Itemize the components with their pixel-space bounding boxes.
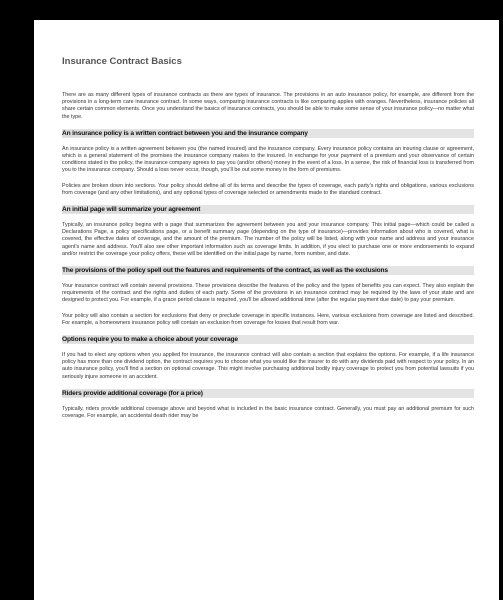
document-body	[62, 56, 474, 428]
section-heading	[62, 129, 474, 138]
section-paragraph: Your insurance contract will contain several provisions. These provisions describe the features of the policy and the types of benefits you can expect. They also explain the requirements of the contract and the rights and duties of each party. Some of the provisions in an insurance contract may be required by the laws of your state and are designed to protect you. For example, if a grace period clause is required, you'll be allowed additional time (after the regular payment due date) to pay your premium.	[62, 283, 474, 304]
section-paragraph: An insurance policy is a written agreement between you (the named insured) and the insurance company. Every insurance policy contains an insuring clause or agreement, which is a general statement of the promises the insurance company makes to the insured. In exchange for your payment of a premium and your observance of certain conditions stated in the policy, the insurance company agrees to pay you (and/or others) money in the event of a loss. In a sense, the risk of financial loss is transferred from you to the insurance company. Should a loss never occur, though, you'll be out some money in the form of premiums.	[62, 145, 474, 174]
section-heading-text: The provisions of the policy spell out the features and requirements of the contract, as well as the exclusions	[62, 267, 388, 275]
section-paragraph: Your policy will also contain a section for exclusions that deny or preclude coverage in specific instances. Here, various exclusions from coverage are listed and described. For example, a homeowners insurance policy will contain an exclusion from coverage for losses that result from war.	[62, 312, 474, 326]
section-heading-text: Options require you to make a choice about your coverage	[62, 336, 238, 344]
section-heading-text: Riders provide additional coverage (for a price)	[62, 389, 203, 397]
section-heading	[62, 335, 474, 344]
intro-paragraph: There are as many different types of insurance contracts as there are types of insurance. The provisions in an auto insurance policy, for example, are different from the provisions in a long-term care insurance contract. In some ways, comparing insurance contracts is like comparing apples with oranges. Nevertheless, insurance policies all share certain common elements. Once you understand the basics of insurance contracts, you should be able to make some sense of your insurance policy—no matter what the type.	[62, 92, 474, 120]
section-paragraph: Typically, riders provide additional coverage above and beyond what is included in the basic insurance contract. Generally, you must pay an additional premium for such coverage. For example, an accidental death rider may be	[62, 405, 474, 420]
section-paragraph: If you had to elect any options when you applied for insurance, the insurance contract will also contain a section that explains the options. For example, if a life insurance policy has more than one dividend option, the contract requires you to choose what you would like the insurer to do with any dividends paid with respect to your policy. In an auto insurance policy, you'll find a section on optional coverage. This might involve purchasing additional bodily injury coverage to protect you from potential lawsuits if you seriously injure someone in an accident.	[62, 352, 474, 380]
section-heading-text: An insurance policy is a written contract between you and the insurance company	[62, 129, 308, 137]
section-paragraph: Policies are broken down into sections. Your policy should define all of its terms and describe the types of coverage, each party's rights and obligations, various exclusions from coverage (and any other limitations), and any optional types of coverage selected or amendments made to the standard contract.	[62, 182, 474, 196]
section-heading	[62, 266, 474, 275]
document-title: Insurance Contract Basics	[62, 56, 182, 67]
document-page	[34, 20, 499, 600]
section-paragraph: Typically, an insurance policy begins with a page that summarizes the agreement between you and your insurance company. This initial page—which could be called a Declarations Page, a policy specifications page, or a benefit summary page (depending on the type of insurance)—provides information about who is covered, what is covered, the effective dates of coverage, and the amount of the premium. The number of the policy will be listed, along with your name and address and your insurance agent's name and address. You'll also see other important information such as coverage limits. In addition, if you elect to purchase one or more endorsements to expand and/or restrict the coverage your policy offers, these will be identified on the initial page by name, form number, and date.	[62, 222, 474, 257]
section-heading-text: An initial page will summarize your agreement	[62, 206, 201, 214]
section-heading	[62, 205, 474, 214]
section-heading	[62, 389, 474, 398]
